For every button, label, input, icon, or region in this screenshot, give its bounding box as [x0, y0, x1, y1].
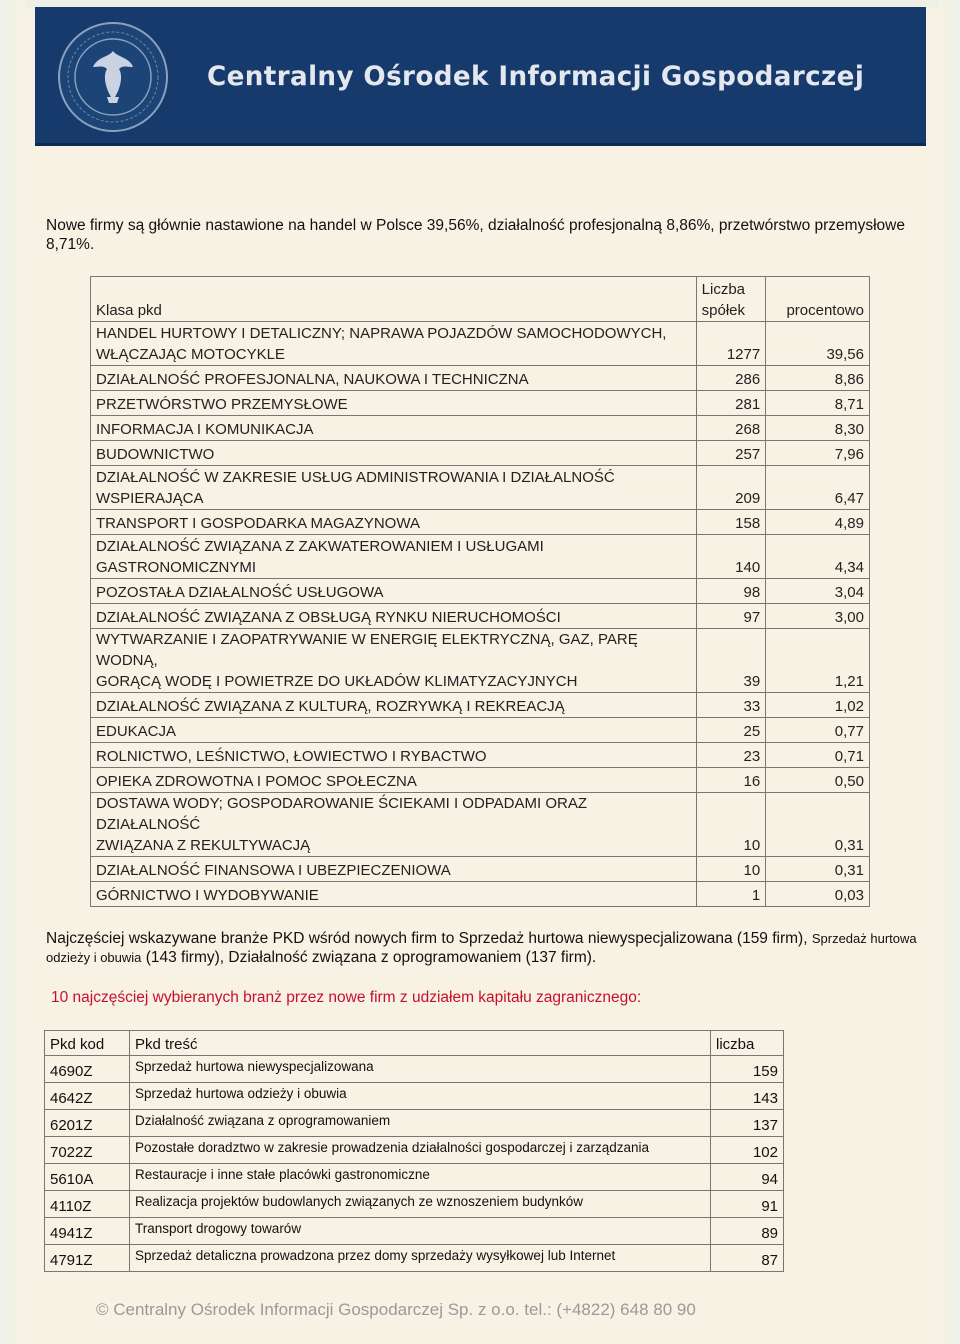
- table-row: 4690Z Sprzedaż hurtowa niewyspecjalizowana 159: [45, 1056, 784, 1083]
- foreign-capital-heading: 10 najczęściej wybieranych branż przez nowe firm z udziałem kapitału zagranicznego:: [51, 989, 642, 1006]
- table-row: ROLNICTWO, LEŚNICTWO, ŁOWIECTWO I RYBACTWO 23 0,71: [91, 743, 870, 768]
- table-row: WYTWARZANIE I ZAOPATRYWANIE W ENERGIĘ ELEKTRYCZNĄ, GAZ, PARĘ WODNĄ, GORĄCĄ WODĘ I POWIETRZE DO UKŁADÓW KLIMATYZACYJNYCH 39 1,21: [91, 629, 870, 693]
- table-row: 6201Z Działalność związana z oprogramowaniem 137: [45, 1110, 784, 1137]
- table-row: DZIAŁALNOŚĆ ZWIĄZANA Z ZAKWATEROWANIEM I USŁUGAMI GASTRONOMICZNYMI 140 4,34: [91, 535, 870, 579]
- footer-copyright: © Centralny Ośrodek Informacji Gospodarczej Sp. z o.o. tel.: (+4822) 648 80 90: [96, 1300, 696, 1319]
- table-row: 7022Z Pozostałe doradztwo w zakresie prowadzenia działalności gospodarczej i zarządzania 102: [45, 1137, 784, 1164]
- table-row: GÓRNICTWO I WYDOBYWANIE 1 0,03: [91, 882, 870, 907]
- header-percent: procentowo: [766, 277, 870, 322]
- table-row: DZIAŁALNOŚĆ PROFESJONALNA, NAUKOWA I TECHNICZNA 286 8,86: [91, 366, 870, 391]
- table-row: OPIEKA ZDROWOTNA I POMOC SPOŁECZNA 16 0,50: [91, 768, 870, 793]
- page-frame-right: [938, 0, 960, 1344]
- table-row: HANDEL HURTOWY I DETALICZNY; NAPRAWA POJAZDÓW SAMOCHODOWYCH, WŁĄCZAJĄC MOTOCYKLE 1277 39,56: [91, 322, 870, 366]
- table-row: 4110Z Realizacja projektów budowlanych związanych ze wznoszeniem budynków 91: [45, 1191, 784, 1218]
- table-row: 4941Z Transport drogowy towarów 89: [45, 1218, 784, 1245]
- intro-paragraph: Nowe firmy są głównie nastawione na handel w Polsce 39,56%, działalność profesjonalną 8,86%, przetwórstwo przemysłowe 8,71%.: [46, 217, 905, 253]
- table-row: 5610A Restauracje i inne stałe placówki gastronomiczne 94: [45, 1164, 784, 1191]
- header-banner: [35, 7, 926, 146]
- table-row: 4642Z Sprzedaż hurtowa odzieży i obuwia 143: [45, 1083, 784, 1110]
- table-row: DOSTAWA WODY; GOSPODAROWANIE ŚCIEKAMI I ODPADAMI ORAZ DZIAŁALNOŚĆ ZWIĄZANA Z REKULTYWACJĄ 10 0,31: [91, 793, 870, 857]
- coig-logo-seal: [57, 21, 169, 133]
- table-row: INFORMACJA I KOMUNIKACJA 268 8,30: [91, 416, 870, 441]
- table-row: EDUKACJA 25 0,77: [91, 718, 870, 743]
- table-row: POZOSTAŁA DZIAŁALNOŚĆ USŁUGOWA 98 3,04: [91, 579, 870, 604]
- table-row: BUDOWNICTWO 257 7,96: [91, 441, 870, 466]
- foreign-capital-table: [44, 1030, 784, 1272]
- header-count: Liczba spółek: [696, 277, 766, 322]
- page-frame-left: [0, 0, 26, 1344]
- table-row: DZIAŁALNOŚĆ FINANSOWA I UBEZPIECZENIOWA 10 0,31: [91, 857, 870, 882]
- table-row: DZIAŁALNOŚĆ ZWIĄZANA Z KULTURĄ, ROZRYWKĄ I REKREACJĄ 33 1,02: [91, 693, 870, 718]
- table-row: TRANSPORT I GOSPODARKA MAGAZYNOWA 158 4,89: [91, 510, 870, 535]
- pkd-class-table: [90, 276, 870, 907]
- table-header-row: [91, 277, 870, 322]
- table-row: 4791Z Sprzedaż detaliczna prowadzona przez domy sprzedaży wysyłkowej lub Internet 87: [45, 1245, 784, 1272]
- header-class: Klasa pkd: [91, 277, 697, 322]
- table-row: DZIAŁALNOŚĆ W ZAKRESIE USŁUG ADMINISTROWANIA I DZIAŁALNOŚĆ WSPIERAJĄCA 209 6,47: [91, 466, 870, 510]
- table-row: DZIAŁALNOŚĆ ZWIĄZANA Z OBSŁUGĄ RYNKU NIERUCHOMOŚCI 97 3,00: [91, 604, 870, 629]
- table-header-row: Pkd kod Pkd treść liczba: [45, 1031, 784, 1056]
- header-title: Centralny Ośrodek Informacji Gospodarczej: [207, 61, 865, 92]
- table-row: PRZETWÓRSTWO PRZEMYSŁOWE 281 8,71: [91, 391, 870, 416]
- summary-note: Najczęściej wskazywane branże PKD wśród nowych firm to Sprzedaż hurtowa niewyspecjalizowana (159 firm), Sprzedaż hurtowa odzieży i obuwia (143 firmy), Działalność związana z oprogramowaniem (137 firm).: [46, 930, 917, 966]
